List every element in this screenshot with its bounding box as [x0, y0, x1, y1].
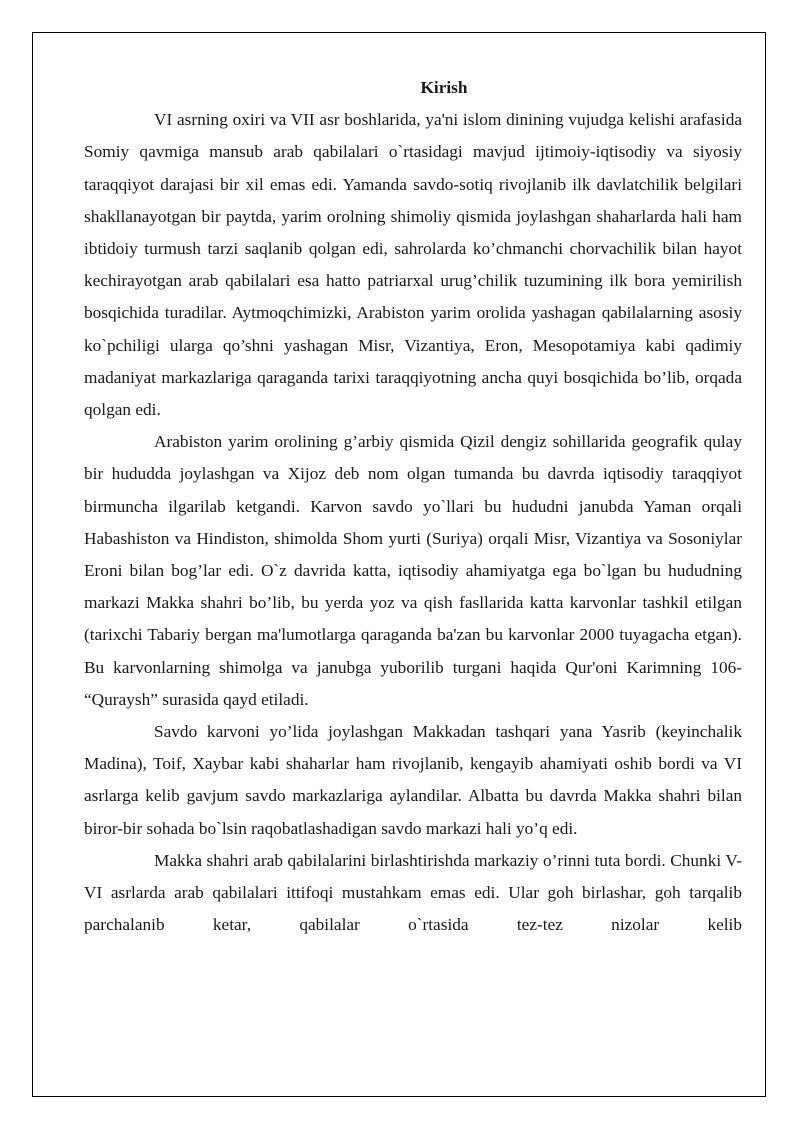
document-body [84, 72, 742, 941]
document-title: Kirish [420, 78, 468, 97]
paragraph-2: Arabiston yarim orolining g’arbiy qismida Qizil dengiz sohillarida geografik qulay bir hududda joylashgan va Xijoz deb nom olgan tumanda bu davrda iqtisodiy taraqqiyot birmuncha ilgarilab ketgandi. Karvon savdo yo`llari bu hududni janubda Yaman orqali Habashiston va Hindiston, shimolda Shom yurti (Suriya) orqali Misr, Vizantiya va Sosoniylar Eroni bilan bog’lar edi. O`z davrida katta, iqtisodiy ahamiyatga ega bo`lgan bu hududning markazi Makka shahri bo’lib, bu yerda yoz va qish fasllarida katta karvonlar tashkil etilgan (tarixchi Tabariy bergan ma'lumotlarga qaraganda ba'zan bu karvonlar 2000 tuyagacha etgan). Bu karvonlarning shimolga va janubga yuborilib turgani haqida Qur'oni Karimning 106- “Quraysh” surasida qayd etiladi. [84, 432, 742, 709]
paragraph-1: VI asrning oxiri va VII asr boshlarida, ya'ni islom dinining vujudga kelishi arafasida Somiy qavmiga mansub arab qabilalari o`rtasidagi mavjud ijtimoiy-iqtisodiy va siyosiy taraqqiyot darajasi bir xil emas edi. Yamanda savdo-sotiq rivojlanib ilk davlatchilik belgilari shakllanayotgan bir paytda, yarim orolning shimoliy qismida joylashgan shaharlarda hali ham ibtidoiy turmush tarzi saqlanib qolgan edi, sahrolarda ko’chmanchi chorvachilik bilan hayot kechirayotgan arab qabilalari esa hatto patriarxal urug’chilik tuzumining ilk bora yemirilish bosqichida turadilar. Aytmoqchimizki, Arabiston yarim orolida yashagan qabilalarning asosiy ko`pchiligi ularga qo’shni yashagan Misr, Vizantiya, Eron, Mesopotamiya kabi qadimiy madaniyat markazlariga qaraganda tarixi taraqqiyotning ancha quyi bosqichida bo’lib, orqada qolgan edi. [84, 110, 742, 420]
paragraph-4: Makka shahri arab qabilalarini birlashtirishda markaziy o’rinni tuta bordi. Chunki V-VI asrlarda arab qabilalari ittifoqi mustahkam emas edi. Ular goh birlashar, goh tarqalib parchalanib ketar, qabilalar o`rtasida tez-tez nizolar kelib [84, 850, 742, 935]
paragraph-3: Savdo karvoni yo’lida joylashgan Makkadan tashqari yana Yasrib (keyinchalik Madina), Toif, Xaybar kabi shaharlar ham rivojlanib, kengayib ahamiyati oshib bordi va VI asrlarga kelib gavjum savdo markazlariga aylandilar. Albatta bu davrda Makka shahri bilan biror-bir sohada bo`lsin raqobatlashadigan savdo markazi hali yo’q edi. [84, 722, 742, 838]
